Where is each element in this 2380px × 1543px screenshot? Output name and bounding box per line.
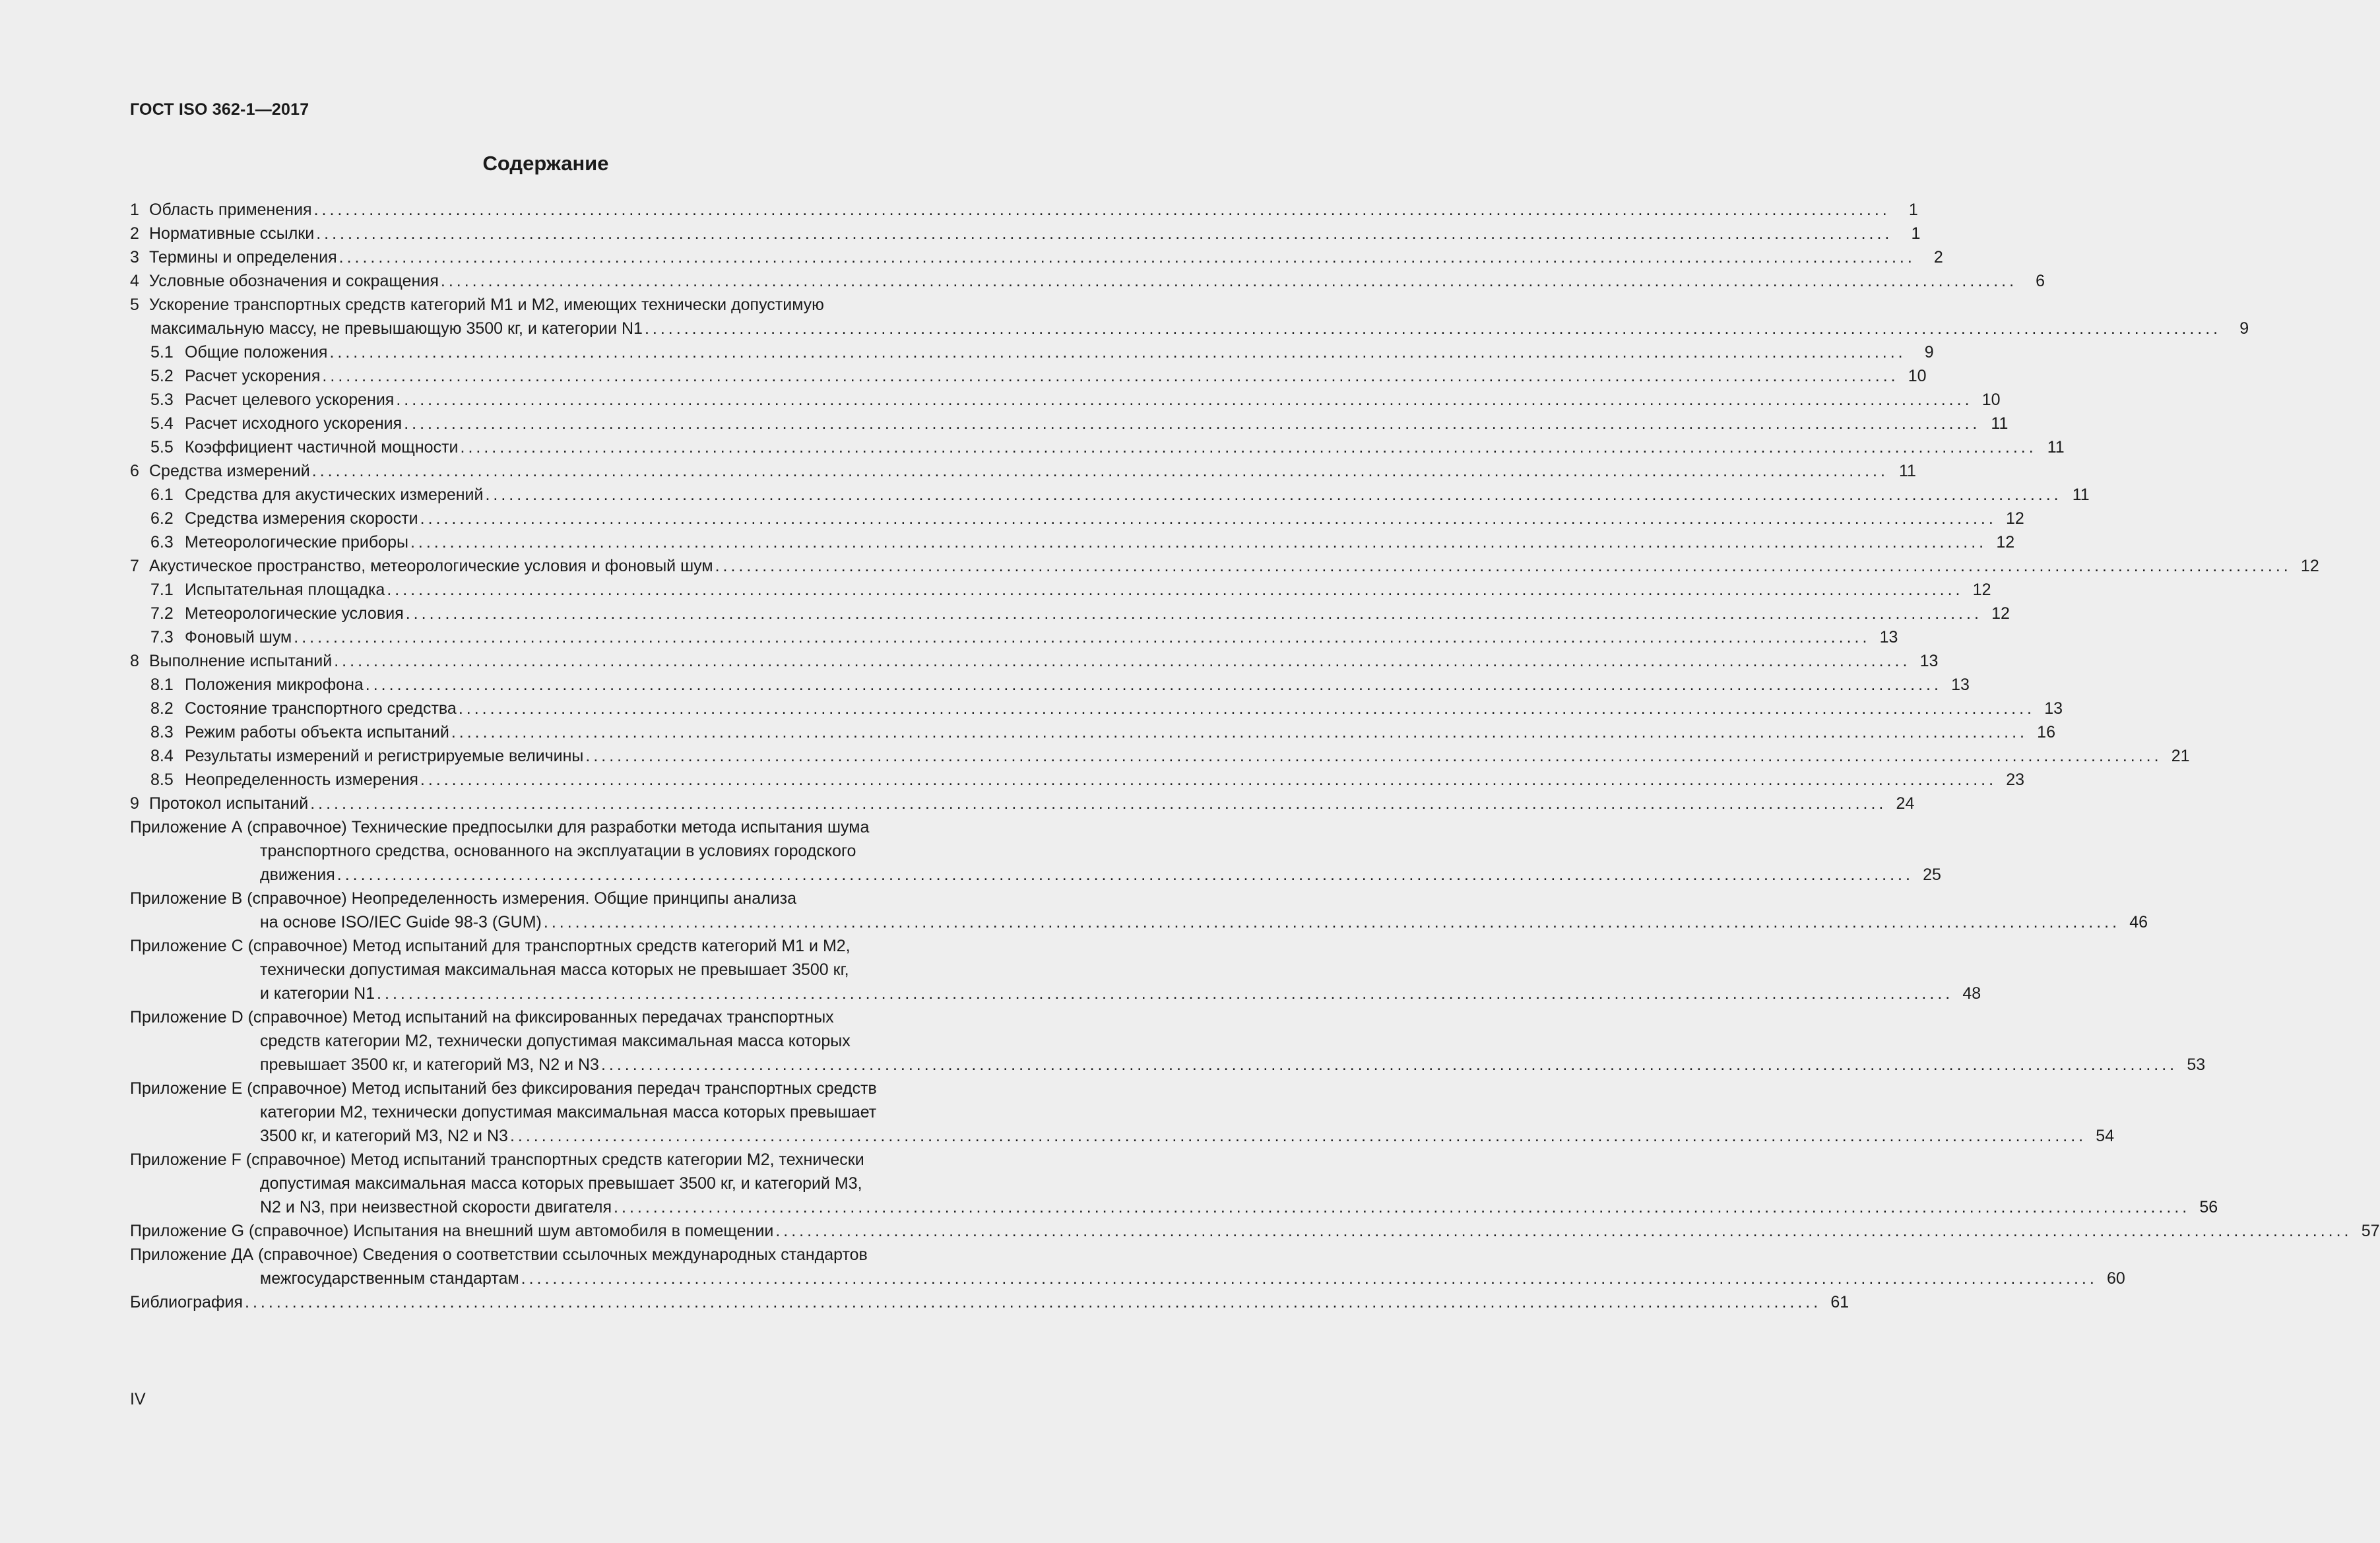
appendix-title: средств категории M2, технически допустимая максимальная масса которых [260, 1032, 851, 1050]
toc-entry-page: 21 [2171, 747, 2190, 765]
toc-entry[interactable] [130, 388, 2001, 412]
toc-entry-number: 5.4 [150, 414, 174, 433]
toc-entry-title: Акустическое пространство, метеорологические условия и фоновый шум [149, 557, 713, 575]
dot-leader: ........................................................................................................................................................................................................ [377, 984, 1954, 1003]
appendix-entry-continuation[interactable] [130, 1029, 1011, 1053]
appendix-entry-continuation[interactable] [130, 910, 2148, 934]
toc-entry[interactable] [130, 269, 2045, 293]
dot-leader: ........................................................................................................................................................................................................ [405, 604, 1982, 623]
dot-leader: ........................................................................................................................................................................................................ [313, 201, 1890, 219]
toc-entry-page: 12 [2006, 509, 2024, 528]
dot-leader: ........................................................................................................................................................................................................ [337, 866, 1914, 884]
appendix-entry-continuation[interactable] [130, 1195, 2218, 1219]
page-number: IV [130, 1390, 146, 1408]
toc-entry[interactable] [130, 578, 1991, 602]
appendix-entry[interactable] [130, 1148, 1011, 1172]
appendix-entry-continuation[interactable] [130, 839, 1011, 863]
toc-entry-number: 5 [130, 296, 139, 314]
toc-entry-page: 13 [1919, 652, 1939, 670]
toc-entry-title: Положения микрофона [185, 676, 364, 694]
appendix-entry[interactable] [130, 934, 1011, 958]
toc-entry[interactable] [130, 364, 1927, 388]
bibliography-entry[interactable] [130, 1290, 1849, 1314]
toc-entry-number: 6.3 [150, 533, 174, 551]
appendix-title: движения [260, 866, 335, 884]
toc-entry-page: 9 [2239, 319, 2249, 338]
toc-entry-title: Испытательная площадка [185, 581, 385, 599]
appendix-title: технически допустимая максимальная масса которых не превышает 3500 кг, [260, 960, 849, 979]
toc-entry-number: 3 [130, 248, 139, 267]
toc-entry-number: 5.2 [150, 367, 174, 385]
dot-leader: ........................................................................................................................................................................................................ [396, 391, 1973, 409]
toc-entry-page: 12 [1972, 581, 1991, 599]
dot-leader: ........................................................................................................................................................................................................ [387, 581, 1964, 599]
appendix-title: Приложение С (справочное) Метод испытаний для транспортных средств категорий M1 и M2, [130, 937, 851, 955]
toc-entry-number: 8.2 [150, 699, 174, 718]
toc-entry[interactable] [130, 435, 2065, 459]
appendix-title: категории M2, технически допустимая максимальная масса которых превышает [260, 1103, 877, 1121]
toc-entry[interactable] [130, 198, 1918, 222]
toc-entry-title: Результаты измерений и регистрируемые величины [185, 747, 584, 765]
appendix-entry[interactable] [130, 1005, 1011, 1029]
toc-entry-title: Выполнение испытаний [149, 652, 333, 670]
toc-entry-title: Условные обозначения и сокращения [149, 272, 439, 290]
dot-leader: ........................................................................................................................................................................................................ [420, 771, 1997, 789]
toc-entry-title: максимальную массу, не превышающую 3500 кг, и категории N1 [150, 319, 643, 338]
appendix-entry-continuation[interactable] [130, 1053, 2206, 1077]
toc-entry-page: 13 [1951, 676, 1970, 694]
toc-entry-page: 11 [1898, 462, 1916, 480]
toc-entry-title: Термины и определения [149, 248, 337, 267]
appendix-page: 25 [1923, 866, 1941, 884]
toc-entry[interactable] [130, 602, 2010, 625]
dot-leader: ........................................................................................................................................................................................................ [440, 272, 2018, 290]
appendix-entry-continuation[interactable] [130, 1100, 1011, 1124]
dot-leader: ........................................................................................................................................................................................................ [410, 533, 1987, 551]
bibliography-page: 61 [1830, 1293, 1849, 1311]
toc-entry-title: Средства измерения скорости [185, 509, 418, 528]
dot-leader: ........................................................................................................................................................................................................ [294, 628, 1871, 646]
appendix-entry-continuation[interactable] [130, 982, 1981, 1005]
dot-leader: ........................................................................................................................................................................................................ [543, 913, 2121, 931]
appendix-page: 54 [2096, 1127, 2115, 1145]
appendix-title: Приложение D (справочное) Метод испытаний на фиксированных передачах транспортных [130, 1008, 834, 1026]
dot-leader: ........................................................................................................................................................................................................ [644, 319, 2222, 338]
dot-leader: ........................................................................................................................................................................................................ [420, 509, 1997, 528]
dot-leader: ........................................................................................................................................................................................................ [316, 224, 1893, 243]
toc-entry-page: 23 [2006, 771, 2025, 789]
toc-entry[interactable] [130, 625, 1898, 649]
appendix-title: Приложение А (справочное) Технические предпосылки для разработки метода испытания шума [130, 818, 870, 836]
toc-entry-page: 12 [2300, 557, 2319, 575]
toc-entry[interactable] [130, 649, 1939, 673]
toc-entry-title: Расчет ускорения [185, 367, 321, 385]
appendix-title: Приложение ДА (справочное) Сведения о соответствии ссылочных международных стандартов [130, 1245, 868, 1264]
appendix-title: Приложение В (справочное) Неопределенность измерения. Общие принципы анализа [130, 889, 797, 908]
toc-entry-number: 4 [130, 272, 139, 290]
toc-entry-title: Фоновый шум [185, 628, 292, 646]
toc-entry-number: 6.2 [150, 509, 174, 528]
toc-entry-page: 11 [2072, 486, 2090, 504]
toc-entry-title: Общие положения [185, 343, 328, 362]
toc-entry[interactable] [130, 293, 1011, 317]
toc-entry-title: Протокол испытаний [149, 794, 309, 813]
toc-entry[interactable] [130, 340, 1934, 364]
appendix-title: превышает 3500 кг, и категорий M3, N2 и N3 [260, 1055, 599, 1074]
toc-entry-page: 16 [2037, 723, 2055, 741]
dot-leader: ........................................................................................................................................................................................................ [311, 462, 1888, 480]
appendix-title: допустимая максимальная масса которых превышает 3500 кг, и категорий M3, [260, 1174, 862, 1193]
appendix-page: 60 [2107, 1269, 2125, 1288]
toc-entry-number: 6 [130, 462, 139, 480]
toc-entry-number: 9 [130, 794, 139, 813]
appendix-entry[interactable] [130, 1243, 1011, 1267]
toc-entry[interactable] [130, 554, 2319, 578]
toc-entry[interactable] [130, 768, 2025, 792]
toc-entry-title: Метеорологические приборы [185, 533, 408, 551]
toc-entry[interactable] [130, 507, 2024, 530]
appendix-page: 46 [2129, 913, 2148, 931]
toc-entry-number: 7.2 [150, 604, 174, 623]
document-header: ГОСТ ISO 362-1—2017 [130, 100, 309, 119]
appendix-page: 56 [2199, 1198, 2218, 1216]
toc-entry-title: Расчет целевого ускорения [185, 391, 395, 409]
toc-entry-page: 1 [1911, 224, 1921, 243]
toc-entry[interactable] [130, 530, 2015, 554]
appendix-entry-continuation[interactable] [130, 958, 1011, 982]
toc-entry-page: 13 [1879, 628, 1898, 646]
dot-leader: ........................................................................................................................................................................................................ [458, 699, 2036, 718]
toc-entry-title: Нормативные ссылки [149, 224, 315, 243]
dot-leader: ........................................................................................................................................................................................................ [245, 1293, 1822, 1311]
toc-entry-title: Режим работы объекта испытаний [185, 723, 449, 741]
appendix-title: на основе ISO/IEC Guide 98-3 (GUM) [260, 913, 542, 931]
toc-entry-title: Коэффициент частичной мощности [185, 438, 459, 457]
appendix-page: 57 [2361, 1222, 2380, 1240]
toc-entry-number: 1 [130, 201, 139, 219]
dot-leader: ........................................................................................................................................................................................................ [310, 794, 1887, 813]
toc-entry-number: 7.3 [150, 628, 174, 646]
dot-leader: ........................................................................................................................................................................................................ [485, 486, 2062, 504]
appendix-entry-continuation[interactable] [130, 863, 1941, 887]
toc-entry[interactable] [130, 673, 1970, 697]
toc-entry-title: Средства измерений [149, 462, 310, 480]
page-title: Содержание [482, 152, 609, 175]
toc-entry-page: 11 [2047, 438, 2065, 457]
toc-entry-number: 8.3 [150, 723, 174, 741]
table-of-contents [130, 198, 2380, 1314]
toc-entry-title: Расчет исходного ускорения [185, 414, 402, 433]
toc-entry[interactable] [130, 744, 2190, 768]
appendix-title: N2 и N3, при неизвестной скорости двигателя [260, 1198, 612, 1216]
toc-entry-title: Область применения [149, 201, 312, 219]
toc-entry-page: 2 [1933, 248, 1943, 267]
toc-entry[interactable] [130, 459, 1916, 483]
appendix-title: межгосударственным стандартам [260, 1269, 519, 1288]
toc-entry[interactable] [130, 697, 2063, 720]
appendix-page: 53 [2187, 1055, 2206, 1074]
dot-leader: ........................................................................................................................................................................................................ [600, 1055, 2178, 1074]
toc-entry[interactable] [130, 222, 1921, 245]
toc-entry-number: 8.4 [150, 747, 174, 765]
dot-leader: ........................................................................................................................................................................................................ [460, 438, 2037, 457]
dot-leader: ........................................................................................................................................................................................................ [509, 1127, 2087, 1145]
toc-entry-number: 5.5 [150, 438, 174, 457]
toc-entry-number: 8 [130, 652, 139, 670]
toc-entry-title: Состояние транспортного средства [185, 699, 457, 718]
toc-entry-title: Средства для акустических измерений [185, 486, 484, 504]
appendix-entry[interactable] [130, 815, 1011, 839]
appendix-entry-continuation[interactable] [130, 1172, 1011, 1195]
toc-entry-page: 10 [1981, 391, 2001, 409]
dot-leader: ........................................................................................................................................................................................................ [365, 676, 1942, 694]
appendix-entry-continuation[interactable] [130, 1124, 2115, 1148]
toc-entry-continuation[interactable] [130, 317, 2249, 340]
toc-entry-number: 7.1 [150, 581, 174, 599]
toc-entry[interactable] [130, 720, 2055, 744]
toc-entry-page: 1 [1908, 201, 1918, 219]
toc-entry-page: 24 [1896, 794, 1915, 813]
dot-leader: ........................................................................................................................................................................................................ [521, 1269, 2098, 1288]
dot-leader: ........................................................................................................................................................................................................ [329, 343, 1906, 362]
appendix-title: транспортного средства, основанного на эксплуатации в условиях городского [260, 842, 856, 860]
dot-leader: ........................................................................................................................................................................................................ [585, 747, 2162, 765]
dot-leader: ........................................................................................................................................................................................................ [334, 652, 1911, 670]
toc-entry-page: 13 [2044, 699, 2063, 718]
dot-leader: ........................................................................................................................................................................................................ [338, 248, 1915, 267]
toc-entry-title: Ускорение транспортных средств категорий M1 и M2, имеющих технически допустимую [149, 296, 824, 314]
toc-entry-page: 6 [2036, 272, 2045, 290]
appendix-title: и категории N1 [260, 984, 375, 1003]
bibliography-title: Библиография [130, 1293, 243, 1311]
appendix-title: 3500 кг, и категорий M3, N2 и N3 [260, 1127, 508, 1145]
appendix-title: Приложение F (справочное) Метод испытаний транспортных средств категории M2, технически [130, 1150, 864, 1169]
toc-entry-number: 5.1 [150, 343, 174, 362]
dot-leader: ........................................................................................................................................................................................................ [322, 367, 1899, 385]
appendix-page: 48 [1962, 984, 1981, 1003]
toc-entry-number: 8.5 [150, 771, 174, 789]
appendix-title: Приложение Е (справочное) Метод испытаний без фиксирования передач транспортных средств [130, 1079, 877, 1098]
dot-leader: ........................................................................................................................................................................................................ [451, 723, 2028, 741]
toc-entry-number: 2 [130, 224, 139, 243]
dot-leader: ........................................................................................................................................................................................................ [614, 1198, 2191, 1216]
dot-leader: ........................................................................................................................................................................................................ [715, 557, 2292, 575]
toc-entry[interactable] [130, 412, 2009, 435]
appendix-entry[interactable] [130, 1077, 1011, 1100]
toc-entry-number: 7 [130, 557, 139, 575]
appendix-entry[interactable] [130, 887, 1011, 910]
toc-entry[interactable] [130, 792, 1915, 815]
dot-leader: ........................................................................................................................................................................................................ [775, 1222, 2352, 1240]
toc-entry-page: 12 [1996, 533, 2015, 551]
toc-entry-number: 6.1 [150, 486, 174, 504]
toc-entry-page: 10 [1908, 367, 1927, 385]
appendix-entry[interactable] [130, 1219, 2380, 1243]
toc-entry-page: 12 [1991, 604, 2010, 623]
toc-entry[interactable] [130, 245, 1943, 269]
toc-entry-title: Метеорологические условия [185, 604, 404, 623]
toc-entry-page: 11 [1991, 414, 2009, 433]
appendix-title: Приложение G (справочное) Испытания на внешний шум автомобиля в помещении [130, 1222, 774, 1240]
appendix-entry-continuation[interactable] [130, 1267, 2125, 1290]
toc-entry[interactable] [130, 483, 2090, 507]
toc-entry-page: 9 [1924, 343, 1934, 362]
toc-entry-number: 5.3 [150, 391, 174, 409]
dot-leader: ........................................................................................................................................................................................................ [404, 414, 1981, 433]
toc-entry-title: Неопределенность измерения [185, 771, 418, 789]
toc-entry-number: 8.1 [150, 676, 174, 694]
